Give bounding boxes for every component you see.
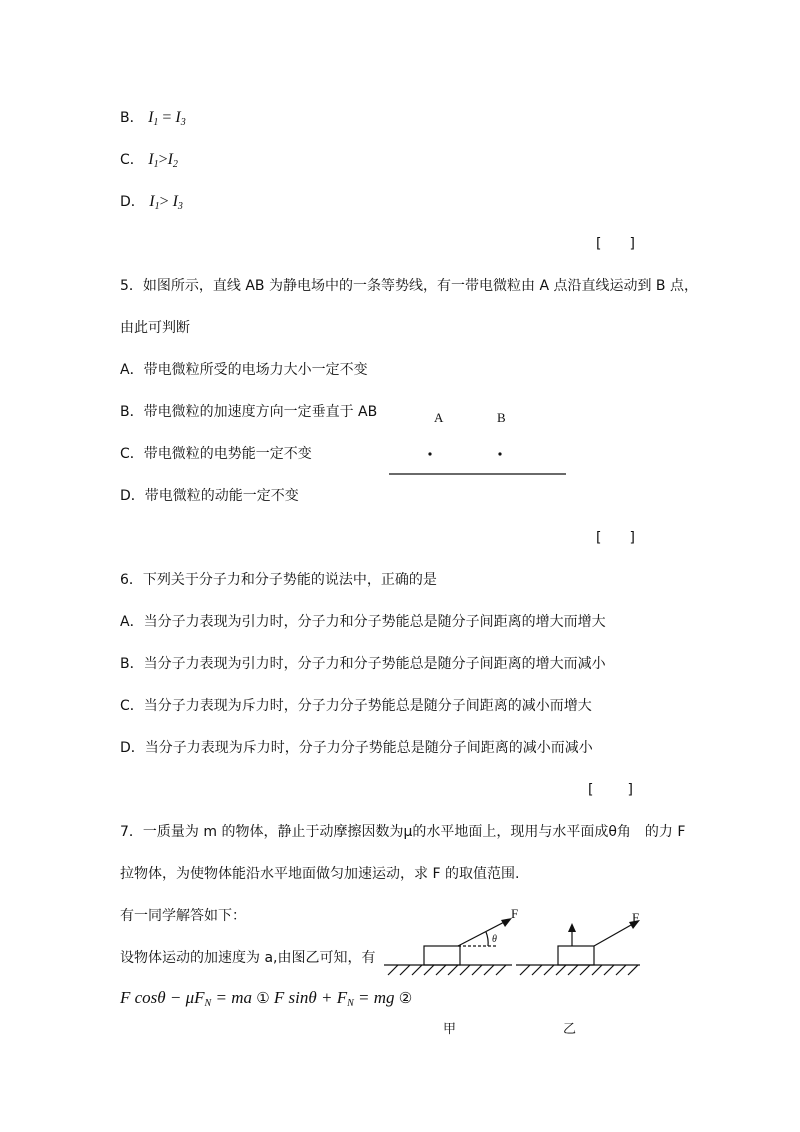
block	[424, 946, 460, 965]
q5-answer-bracket[interactable]: [ ]	[596, 530, 635, 546]
point-a-dot	[428, 452, 431, 455]
q5-option-a: A．带电微粒所受的电场力大小一定不变	[120, 362, 368, 378]
q5-option-d: D．带电微粒的动能一定不变	[120, 488, 299, 504]
q7-equations: F $\cos\theta - \mu F_N$ = ma ① F $\sin\theta + F_N$ = mg ②	[120, 988, 413, 1009]
figure-jia-caption: 甲	[443, 1022, 457, 1037]
q4-option-c	[120, 150, 178, 175]
figure-yi-diagram	[512, 905, 652, 980]
point-b-label: B	[497, 410, 506, 425]
figure-yi-caption: 乙	[563, 1022, 577, 1037]
angle-label: θ	[492, 934, 497, 945]
option-label: B．	[120, 110, 144, 126]
q7-solution-line: 设物体运动的加速度为 a,由图乙可知，有	[120, 950, 376, 966]
force-label: F	[511, 906, 519, 921]
point-b-dot	[498, 452, 501, 455]
q4-answer-bracket[interactable]: [ ]	[596, 236, 635, 252]
q7-stem-line1: 7．一质量为 m 的物体，静止于动摩擦因数为μ的水平地面上，现用与水平面成θ角 的力 F	[120, 824, 686, 840]
q4-option-d	[120, 192, 183, 217]
line-ab-diagram	[380, 440, 580, 490]
q7-stem-line2: 拉物体，为使物体能沿水平地面做匀加速运动，求 F 的取值范围.	[120, 866, 520, 882]
q6-answer-bracket[interactable]: [ ]	[588, 782, 633, 798]
normal-arrow-head	[568, 923, 576, 932]
math-expression: $I_1 = I_3$	[148, 109, 186, 128]
block	[558, 946, 594, 965]
q5-stem-line1: 5．如图所示，直线 AB 为静电场中的一条等势线，有一带电微粒由 A 点沿直线运动到 B 点，	[120, 278, 698, 294]
figure-jia-diagram	[380, 905, 520, 980]
math-expression: $I_1> I_3$	[149, 193, 183, 212]
angle-arc	[486, 932, 488, 946]
force-arrow	[458, 919, 510, 946]
point-a-label: A	[434, 410, 444, 425]
q6-option-d: D．当分子力表现为斥力时，分子力分子势能总是随分子间距离的减小而减小	[120, 740, 593, 756]
option-label: C．	[120, 152, 144, 168]
q6-stem: 6．下列关于分子力和分子势能的说法中，正确的是	[120, 572, 437, 588]
q5-option-b: B．带电微粒的加速度方向一定垂直于 AB	[120, 404, 378, 420]
q6-option-c: C．当分子力表现为斥力时，分子力分子势能总是随分子间距离的减小而增大	[120, 698, 592, 714]
force-label: F	[632, 910, 640, 925]
q5-stem-line2: 由此可判断	[120, 320, 190, 336]
q4-option-b	[120, 108, 186, 133]
option-label: D．	[120, 194, 145, 210]
q6-option-a: A．当分子力表现为引力时，分子力和分子势能总是随分子间距离的增大而增大	[120, 614, 606, 630]
math-expression: $I_1>I_2$	[148, 151, 178, 170]
q6-option-b: B．当分子力表现为引力时，分子力和分子势能总是随分子间距离的增大而减小	[120, 656, 606, 672]
q5-option-c: C．带电微粒的电势能一定不变	[120, 446, 312, 462]
q7-solution-intro: 有一同学解答如下：	[120, 908, 246, 924]
